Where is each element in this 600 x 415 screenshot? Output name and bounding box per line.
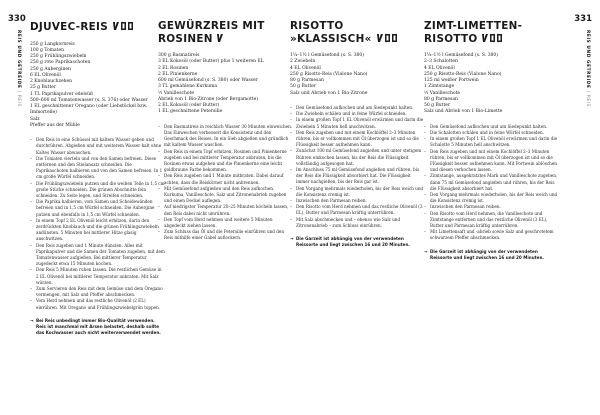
recipe-title-text: RISOTTO »KLASSISCH« [290,20,372,45]
ingredient: 1 EL geschnittene Petersilie [158,109,223,115]
step: – Den Gemüsefond aufkochen und am Siedepunkt halten. [424,124,558,130]
ingredient: ½ Vanilleschote [158,90,195,96]
ingredient: 1¼–1½ l Gemüsefond (s. S. 380) [290,53,365,59]
ingredient: 6 EL Olivenöl [30,72,61,78]
arrow-right-icon: → [424,248,428,254]
ingredient: 500–600 ml Tomatenwasser (s. S. 376) oder Wasser [30,97,148,103]
step: – Die Paprika halbieren, vom Samen und Scheidewänden befreien und in 1,5 cm Würfel schneiden. Die Aubergine putzen und ebenfalls in 1,5 cm Würfel schneiden. [30,199,165,218]
ingredient: 250 g Risotto-Reis (Vialone Nano) [424,71,502,77]
chapter-tab-right [583,30,591,107]
ingredient: 1¼–1½ l Gemüsefond (s. S. 380) [424,53,499,59]
step: – Den Basmatireis in reichlich Wasser 30 Minuten einweichen. Das Einweichen verbessert die Konsistenz und den Geschmack des Reises. In ein Sieb abgießen und gründlich mit kaltem Wasser waschen. [158,124,293,149]
ingredient: 600 ml Gemüsefond (s. S. 380) oder Wasser [158,78,258,84]
step: – Den Vorgang mehrmals wiederholen, bis der Reis weich und die Konsistenz cremig ist. [290,186,425,198]
ingredient: 2 EL Kokosöl (oder Butter) [158,103,220,109]
step: – Den Topf vom Herd nehmen und weitere 5 Minuten abgedeckt ziehen lassen. [158,217,293,229]
ingredient-list [30,42,165,130]
step: – Im Anschluss 75 ml Gemüsefond angießen und rühren, bis der Reis die Flüssigkeit absorbiert hat. Die Flüssigkeit immer nachgießen, bis der Reis gar ist. [290,167,425,186]
step: – Den Risotto vom Herd nehmen, die Vanilleschote und Zimtstange entfernen und das restliche Olivenöl (3 EL), Butter und Parmesan kräftig unterrühren. [424,211,558,230]
ingredient-list [424,53,558,116]
recipe-djuvec-reis [30,21,165,336]
ingredient: Salz [30,116,40,122]
recipe-tip [290,236,425,248]
recipe-zimt-limetten-risotto [424,21,558,261]
recipe-title [158,21,293,45]
recipe-title-text: GEWÜRZREIS MIT ROSINEN [158,20,265,45]
vegan-vegetarian-icon [217,33,224,43]
recipe-title [424,21,558,45]
step-list [30,137,165,311]
recipe-gewuerzreis-mit-rosinen [158,21,293,242]
step: – Den Risotto vom Herd nehmen und das restliche Olivenöl (3 EL), Butter und Parmesan kräftig unterrühren. [290,204,425,216]
ingredient: Pfeffer aus der Mühle [30,122,80,128]
ingredient-list [158,53,293,116]
tip-text: Die Garzeit ist abhängig von der verwendeten Reissorte und liegt zwischen 16 und 20 Minuten. [296,236,410,248]
ingredient: 2 Knoblauchzehen [30,79,73,85]
ingredient: 2 Zwiebeln [290,59,316,65]
step: – Den Reis in eine Schüssel mit kaltem Wasser geben und durchrühren. Abgießen und mit weiterem Wasser kalt ohne Kaltes Wasser abwaschen. [30,137,165,156]
step: – Zimtstange, ausgekratztes Mark und Vanilleschote zugeben, dann 75 ml Gemüsefond angießen und rühren, bis der Reis die Flüssigkeit absorbiert hat. [424,173,558,192]
ingredient: Salz und Abrieb von 1 Bio-Zitrone [290,90,368,96]
recipe-title-text: ZIMT-LIMETTEN-RISOTTO [424,20,523,45]
ingredient: 300 g Basmatireis [158,53,200,59]
ingredient: 250 g Langkornreis [30,41,75,47]
chapter-tab-left [14,30,22,107]
ingredient: ½ Vanilleschote [424,90,461,96]
step: – Auf niedrigster Temperatur 20–25 Minuten köcheln lassen, den Reis dabei nicht umrühren. [158,204,293,216]
ingredient: 1 EL geschnittener Oregano (oder Liebstöckel bzw. Immortelle) [30,104,148,116]
recipe-risotto-klassisch [290,21,425,248]
vegan-vegetarian-icon [376,33,398,43]
step: – Inzwischen den Parmesan reiben. [424,204,558,210]
step: – Vom Herd nehmen und das restliche Olivenöl (2 EL) einrühren. Mit Oregano und Frühlingszwiebelgrün toppen. [30,298,165,310]
ingredient: 2–3 Schalotten [424,59,458,65]
chapter-title: REIS UND GETREIDE [16,30,21,89]
ingredient: 25 g Butter [30,85,57,91]
step: – In einem großen Topf 1 EL Olivenöl erwärmen und darin die Schalotte 5 Minuten hell anschwitzen. [424,136,558,148]
step: – Mit Salz abschmecken und – ebenso wie Salz und Zitronenabrieb – zum Schluss einrühren. [290,217,425,229]
step: – Die Tomaten vierteln und von den Samen befreien. Diese entfernen und den Stielansatz schneiden. Die Paprikaschoten halbieren und von den Samen befreien. In 1 cm große Würfel schneiden. [30,156,165,181]
ingredient-list [290,53,425,97]
ingredient: 50 g Butter [424,103,451,109]
chapter-separator: | [585,90,590,93]
step: – Zum Servieren den Reis mit dem Gemüse und dem Oregano vermengen, mit Salz und Pfeffer abschmecken. [30,286,165,298]
step-list [158,124,293,242]
ingredient: 4 EL Olivenöl [424,65,455,71]
step: – Zum Schluss das Öl und die Petersilie einrühren und den Reis mithilfe einer Gabel auflockern. [158,229,293,241]
ingredient: 250 g Frühlingszwiebeln [30,54,87,60]
recipe-title [290,21,425,45]
step: – Mit Limettensaft und -abrieb sowie Salz und geschrotetem schwarzem Pfeffer abschmecken. [424,229,558,241]
chapter-title: REIS UND GETREIDE [585,30,590,89]
step: – Den Reis zugeben und mit einem Kochlöffel 2–3 Minuten rühren, bis er vollkommen mit Öl überzogen ist und so die Flüssigkeit besser aufnehmen kann. [290,130,425,149]
step: – Den Vorgang mehrmals wiederholen, bis der Reis weich und die Konsistenz cremig ist. [424,192,558,204]
ingredient: 250 g Risotto-Reis (Vialone Nano) [290,71,368,77]
ingredient: 2 EL Rosinen [158,65,189,71]
vegan-vegetarian-icon [481,33,503,43]
tip-text: Die Garzeit ist abhängig von der verwendeten Reissorte und liegt zwischen 16 und 20 Minuten. [430,248,544,260]
step: – In einem Topf 2 EL Olivenöl leicht erhitzen, darin den zerdrückten Knoblauch und die grünen Frühlingszwiebeln andünsten. 5 Minuten bei mittlerer Hitze glasig anschwitzen. [30,218,165,243]
ingredient: Salz und Abrieb von 1 Bio-Limette [424,109,503,115]
step: – Den Reis zugeben und 1 Minute mitbraten. Dabei darauf achten, dass die Reiskörner nicht anbrennen. [158,173,293,185]
ingredient: 250 g Auberginen [30,66,71,72]
ingredient: 100 g Tomaten [30,47,65,53]
step: – Den Gemüsefond aufkochen und am Siedepunkt halten. [290,105,425,111]
ingredient: 125 ml weißer Portwein [424,78,479,84]
step: – Die Frühlingszwiebeln putzen und die weißen Teile in 1,5 cm große Stücke schneiden. Die grünen Abschnitte fein schneiden. Zu Seite legen, und Streifen schneiden. [30,181,165,200]
ingredient: 80 g Parmesan [424,96,458,102]
ingredient: 4 EL Olivenöl [290,65,321,71]
vegan-vegetarian-icon [112,21,134,31]
step: – Den Reis 5 Minuten ruhen lassen. Die restlichen Gemüse in 2 EL Olivenöl bei mittlerer Temperatur anbraten. Mit Salz würzen. [30,267,165,286]
step: – In einem großen Topf 1 EL Olivenöl erwärmen und darin die Zwiebeln 5 Minuten hell anschwitzen. [290,117,425,129]
recipe-title-text: DJUVEC-REIS [30,21,108,33]
page-number-right: 331 [574,14,592,24]
recipe-title [30,21,165,34]
arrow-right-icon: → [30,317,34,323]
ingredient: 1 Zimtstange [424,84,455,90]
step: – Mit Gemüsefond aufgießen und den Reis aufkochen. Kurkuma, Vanilleschote, Salz und Zitronenabrieb zugeben und einen Deckel auflegen. [158,186,293,205]
arrow-right-icon: → [290,236,294,241]
step-list [424,124,558,242]
chapter-separator: | [16,90,21,93]
step: – Den Reis zugeben und 1 Minute dünsten. Alles mit Paprikapulver und die Samen der Tomaten zugeben, mit dem Tomatenwasser aufgießen. Bei mittlerer Temperatur zugedeckt etwa 15 Minuten kochen. [30,243,165,268]
ingredient: 3 EL Kokosöl (oder Butter) plus 1 weiteren EL [158,59,264,65]
ingredient: 2 EL Pinienkerne [158,71,198,77]
page-number-left: 330 [8,14,26,24]
recipe-tip [30,318,165,337]
ingredient: 50 g Butter [290,84,317,90]
chapter-subtitle: REIS [16,94,21,107]
chapter-subtitle: REIS [585,94,590,107]
tip-text: Bei Reis unbedingt immer Bio-Qualität verwenden. Reis ist manchmal mit Arsen belastet, deshalb sollte das Kochwasser auch nicht weiterverwendet werden. [36,317,161,336]
ingredient: 1 TL Paprikapulver edelsüß [30,91,93,97]
step: – Die Schalotten schälen und in feine Würfel schneiden. [424,130,558,136]
ingredient: Abrieb von 1 Bio-Zitrone (oder Bergamotte) [158,96,259,102]
recipe-tip [424,249,558,261]
ingredient: 3 TL gemahlene Kurkuma [158,84,218,90]
step: – Die Zwiebeln schälen und in feine Würfel schneiden. [290,111,425,117]
step: – Den Reis zugeben und mit einem Kochlöffel 2–3 Minuten rühren, bis er vollkommen mit Öl überzogen ist und so die Flüssigkeit besser aufnehmen kann. Mit Portwein ablöschen und diesen verkochen lassen. [424,149,558,174]
step-list [290,105,425,229]
step: – Zunächst 100 ml Gemüsefond angießen und unter stetigem Rühren einkochen lassen, bis der Reis die Flüssigkeit vollständig aufgesogen hat. [290,148,425,167]
step: – Den Reis in einem Topf erhitzen, Rosinen und Pinienkerne zugeben und bei mittlerer Temperatur anbraten, bis die Rosinen etwas aufgehen und die Pinienkerne eine leicht goldbraune Farbe bekommen. [158,149,293,174]
ingredient: 250 g rote Paprikaschoten [30,60,91,66]
ingredient: 80 g Parmesan [290,78,324,84]
step: – Inzwischen den Parmesan reiben. [290,198,425,204]
